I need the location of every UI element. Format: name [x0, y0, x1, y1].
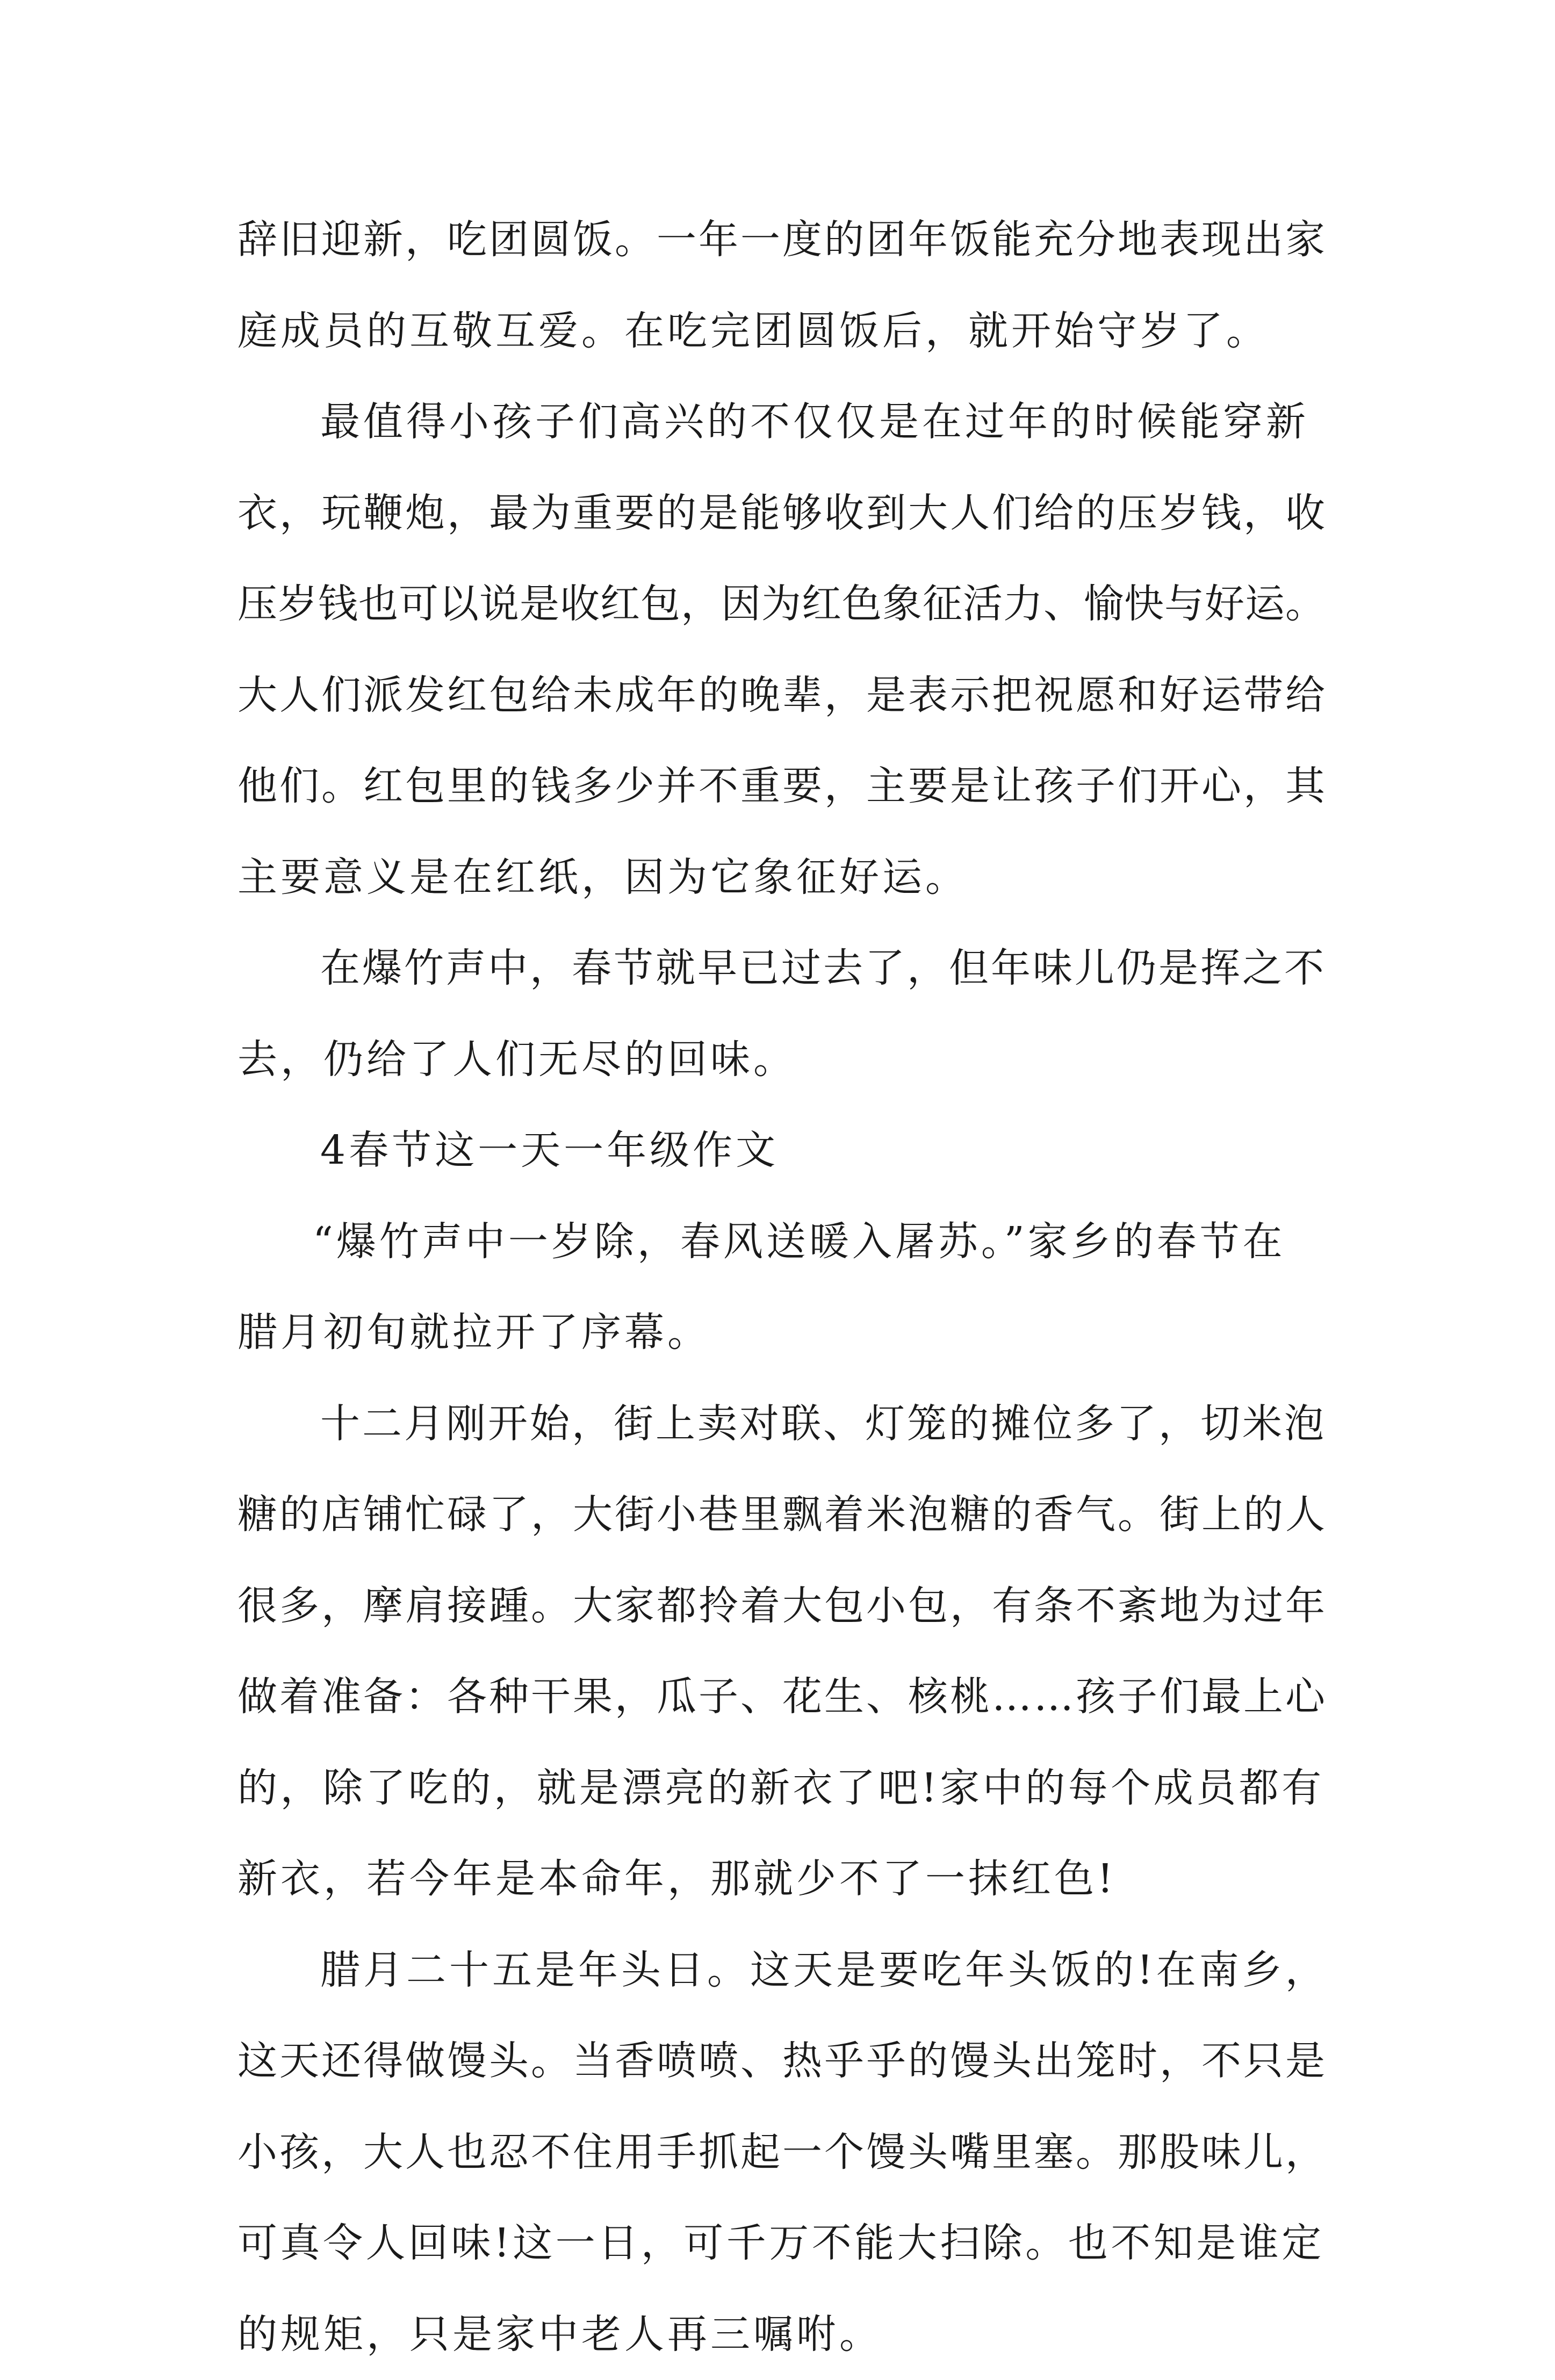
text-line: 小孩，大人也忍不住用手抓起一个馒头嘴里塞。那股味儿，: [237, 2107, 1330, 2198]
text-line: 可真令人回味!这一日，可千万不能大扫除。也不知是谁定: [237, 2198, 1330, 2289]
text-line: 很多，摩肩接踵。大家都拎着大包小包，有条不紊地为过年: [237, 1561, 1330, 1652]
text-line: 主要意义是在红纸，因为它象征好运。: [237, 832, 1330, 924]
text-line: “爆竹声中一岁除，春风送暖入屠苏。”家乡的春节在: [237, 1196, 1330, 1288]
section-heading: 4春节这一天一年级作文: [237, 1105, 1330, 1196]
essay-body: [237, 194, 1330, 2380]
text-line: 做着准备：各种干果，瓜子、花生、核桃……孩子们最上心: [237, 1651, 1330, 1743]
text-line: 这天还得做馒头。当香喷喷、热乎乎的馒头出笼时，不只是: [237, 2016, 1330, 2107]
text-line: 他们。红包里的钱多少并不重要，主要是让孩子们开心，其: [237, 741, 1330, 832]
text-line: 腊月初旬就拉开了序幕。: [237, 1287, 1330, 1379]
text-line: 辞旧迎新，吃团圆饭。一年一度的团年饭能充分地表现出家: [237, 194, 1330, 286]
text-line: 衣，玩鞭炮，最为重要的是能够收到大人们给的压岁钱，收: [237, 468, 1330, 559]
text-line: 最值得小孩子们高兴的不仅仅是在过年的时候能穿新: [237, 377, 1330, 468]
text-line: 的，除了吃的，就是漂亮的新衣了吧!家中的每个成员都有: [237, 1743, 1330, 1834]
text-line: 糖的店铺忙碌了，大街小巷里飘着米泡糖的香气。街上的人: [237, 1469, 1330, 1561]
text-line: 腊月二十五是年头日。这天是要吃年头饭的!在南乡，: [237, 1925, 1330, 2016]
text-line: 大人们派发红包给未成年的晚辈，是表示把祝愿和好运带给: [237, 650, 1330, 741]
text-line: 新衣，若今年是本命年，那就少不了一抹红色!: [237, 1834, 1330, 1925]
text-line: 在爆竹声中，春节就早已过去了，但年味儿仍是挥之不: [237, 923, 1330, 1014]
text-line: 压岁钱也可以说是收红包，因为红色象征活力、愉快与好运。: [237, 559, 1330, 650]
text-line: 十二月刚开始，街上卖对联、灯笼的摊位多了，切米泡: [237, 1379, 1330, 1470]
text-line: 去，仍给了人们无尽的回味。: [237, 1014, 1330, 1106]
text-line: 庭成员的互敬互爱。在吃完团圆饭后，就开始守岁了。: [237, 286, 1330, 377]
text-line: 的规矩，只是家中老人再三嘱咐。: [237, 2289, 1330, 2380]
